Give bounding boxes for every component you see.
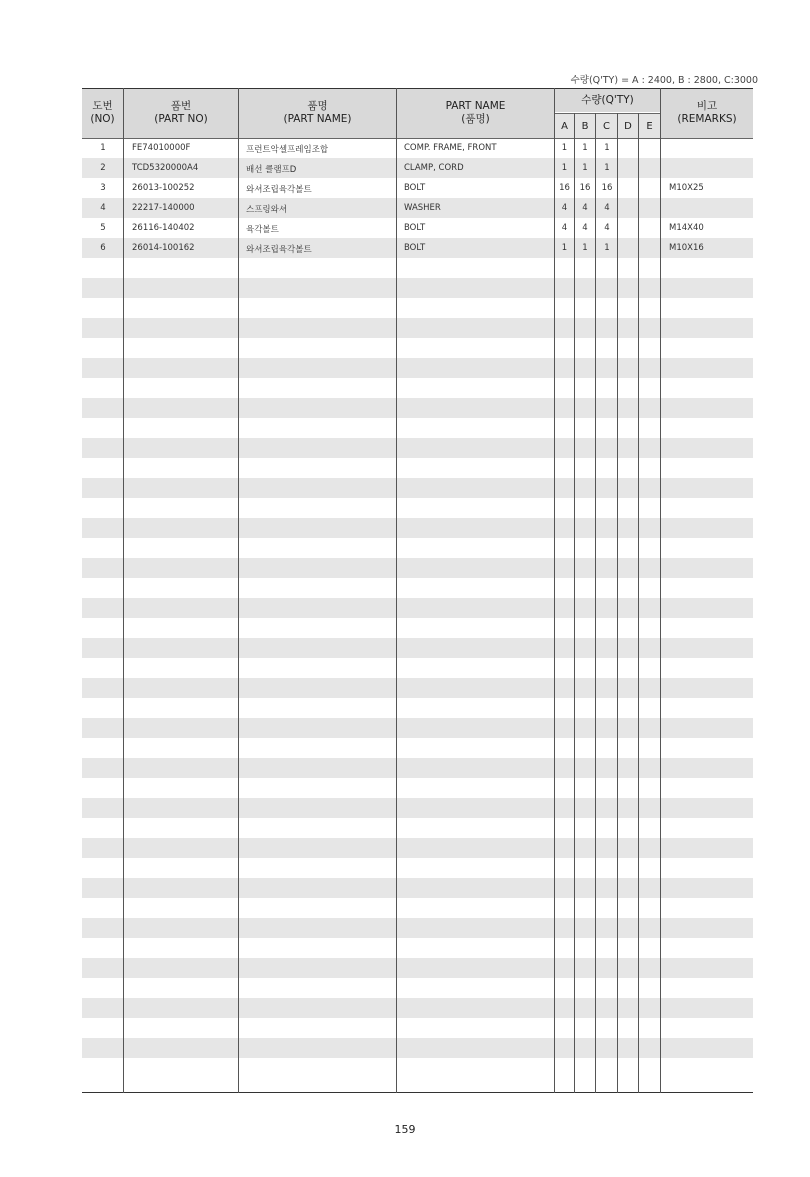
header-qty: 수량(Q'TY)	[581, 94, 634, 106]
table-row	[82, 218, 753, 238]
row-no: 4	[100, 203, 106, 213]
header-part-name-kr: 품명 (PART NAME)	[283, 100, 352, 125]
table-row	[82, 178, 753, 198]
row-qty-a: 1	[561, 243, 568, 253]
row-part-no: 26014-100162	[132, 243, 195, 253]
header-qty-a: A	[561, 120, 568, 132]
row-shading	[82, 438, 753, 458]
row-name-kr: 와셔조립육각볼트	[246, 245, 312, 255]
row-shading	[82, 998, 753, 1018]
table-row	[82, 158, 753, 178]
row-no: 2	[100, 163, 106, 173]
row-name-kr: 와셔조립육각볼트	[246, 185, 312, 195]
row-name-kr: 프런트악셀프레임조합	[246, 145, 329, 155]
row-no: 6	[100, 243, 106, 253]
row-qty-a: 16	[559, 183, 570, 193]
row-name-kr: 스프링와셔	[246, 205, 288, 215]
row-qty-a: 1	[561, 163, 568, 173]
header-remarks: 비고 (REMARKS)	[677, 100, 737, 125]
row-shading	[82, 918, 753, 938]
row-name-en: WASHER	[404, 203, 441, 213]
row-name-en: BOLT	[404, 183, 426, 193]
row-shading	[82, 278, 753, 298]
row-shading	[82, 798, 753, 818]
row-shading	[82, 678, 753, 698]
header-qty-d: D	[624, 120, 632, 132]
column-rule	[617, 113, 618, 1093]
header-no: 도번 (NO)	[90, 100, 115, 125]
row-shading	[82, 518, 753, 538]
row-shading	[82, 958, 753, 978]
quantity-note: 수량(Q'TY) = A : 2400, B : 2800, C:3000	[570, 75, 758, 86]
row-no: 5	[100, 223, 106, 233]
row-shading	[82, 598, 753, 618]
row-no: 1	[100, 143, 106, 153]
row-shading	[82, 838, 753, 858]
row-shading	[82, 358, 753, 378]
row-name-kr: 육각볼트	[246, 225, 279, 235]
row-name-en: CLAMP, CORD	[404, 163, 464, 173]
row-qty-a: 1	[561, 143, 568, 153]
row-shading	[82, 758, 753, 778]
column-rule	[638, 113, 639, 1093]
row-qty-c: 4	[604, 223, 610, 233]
row-name-en: COMP. FRAME, FRONT	[404, 143, 497, 153]
row-qty-b: 1	[582, 163, 588, 173]
row-shading	[82, 718, 753, 738]
row-part-no: TCD5320000A4	[132, 163, 199, 173]
table-row	[82, 138, 753, 158]
header-part-name-en: PART NAME (품명)	[445, 100, 506, 125]
column-rule	[595, 113, 596, 1093]
row-shading	[82, 318, 753, 338]
header-qty-c: C	[603, 120, 610, 132]
row-qty-a: 4	[561, 223, 568, 233]
row-part-no: 26013-100252	[132, 183, 195, 193]
row-no: 3	[100, 183, 106, 193]
row-qty-c: 4	[604, 203, 610, 213]
row-part-no: FE74010000F	[132, 143, 191, 153]
row-name-en: BOLT	[404, 243, 426, 253]
row-remarks: M10X16	[669, 243, 704, 253]
header-qty-e: E	[646, 120, 653, 132]
row-part-no: 22217-140000	[132, 203, 195, 213]
bottom-rule	[82, 1092, 753, 1093]
header-part-no: 품번 (PART NO)	[154, 100, 208, 125]
row-shading	[82, 478, 753, 498]
page-number: 159	[394, 1123, 416, 1136]
row-qty-b: 4	[582, 223, 588, 233]
row-remarks: M10X25	[669, 183, 704, 193]
row-qty-a: 4	[561, 203, 568, 213]
row-qty-c: 16	[601, 183, 613, 193]
row-shading	[82, 638, 753, 658]
row-qty-b: 1	[582, 143, 588, 153]
row-remarks: M14X40	[669, 223, 704, 233]
row-qty-c: 1	[604, 163, 610, 173]
row-qty-c: 1	[604, 243, 610, 253]
row-shading	[82, 878, 753, 898]
row-shading	[82, 558, 753, 578]
row-qty-b: 16	[579, 183, 591, 193]
row-qty-b: 4	[582, 203, 588, 213]
table-row	[82, 198, 753, 218]
parts-table	[82, 88, 753, 1093]
row-qty-c: 1	[604, 143, 610, 153]
row-qty-b: 1	[582, 243, 588, 253]
column-rule	[574, 113, 575, 1093]
table-row	[82, 238, 753, 258]
row-shading	[82, 398, 753, 418]
header-qty-b: B	[581, 120, 589, 132]
row-shading	[82, 1038, 753, 1058]
row-part-no: 26116-140402	[132, 223, 195, 233]
row-name-kr: 배선 클램프D	[246, 165, 297, 175]
row-name-en: BOLT	[404, 223, 426, 233]
